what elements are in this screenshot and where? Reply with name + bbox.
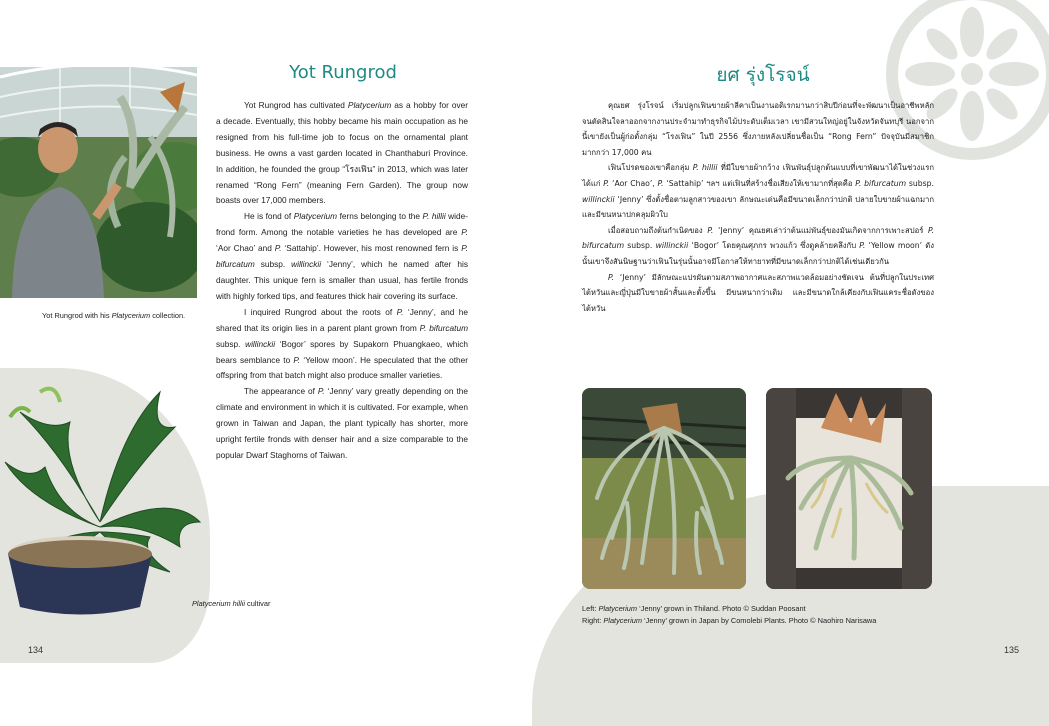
photo-caption-right: Right: Platycerium ‘Jenny’ grown in Japan by Comolebi Plants. Photo © Naohiro Narisawa bbox=[582, 616, 877, 625]
potted-plant-photo bbox=[0, 372, 205, 617]
page-title-english: Yot Rungrod bbox=[289, 62, 397, 83]
jenny-japan-photo bbox=[766, 388, 932, 589]
plant-caption: Platycerium hillii cultivar bbox=[192, 599, 271, 608]
paragraph-thai-3: เมื่อสอบถามถึงต้นกำเนิดของ P. ‘Jenny’ คุณยศเล่าว่าต้นแม่พันธุ์ของมันเกิดจากการเพาะสปอร์ P. bifurcatum subsp. willinckii ‘Bogor’ โดยคุณศุภกร พวงแก้ว ซึ่งดูคล้ายคลึงกับ P. ‘Yellow moon’ ดังนั้นเขาจึงสันนิษฐานว่าเฟินในรุ่นนั้นอาจมีโอกาสให้ทายาทที่มีขนาดเล็กกว่าปกติได้เช่นเดียวกัน bbox=[582, 225, 934, 266]
paragraph-english-3: I inquired Rungrod about the roots of P. ‘Jenny’, and he shared that its origin lies in a parent plant grown from P. bifurcatum subsp. willinckii ‘Bogor’ spores by Supakorn Phuangkaeo, which bears semblance to P. ‘Yellow moon’. He speculated that the other offspring from that batch might also produce smaller varieties. bbox=[216, 306, 469, 381]
jenny-thailand-photo bbox=[582, 388, 746, 589]
article-body-english bbox=[216, 98, 468, 464]
paragraph-thai-2: เฟินโปรดของเขาคือกลุ่ม P. hillii ที่มีใบขายผ้ากว้าง เฟินพันธุ์ปลูกต้นแบบที่เขาพัฒนาได้ในช่วงแรก ได้แก่ P. ‘Aor Chao’, P. ‘Sattahip’ ฯลฯ แต่เฟินที่สร้างชื่อเสียงให้เขามากที่สุดคือ P. bifurcatum subsp. willinckii ‘Jenny’ ซึ่งตั้งชื่อตามลูกสาวของเขา ลักษณะเด่นคือมีขนาดเล็กกว่าปกติ ปลายใบขายผ้าแฉกมาก และมีขนหนาปกคลุมผิวใบ bbox=[582, 163, 935, 220]
paragraph-english-2: He is fond of Platycerium ferns belonging to the P. hillii wide-frond form. Among the notable varieties he has developed are P. ‘Aor Chao’ and P. ‘Sattahip’. However, his most renowned fern is P. bifurcatum subsp. willinckii ‘Jenny’, which he named after his daughter. This unique fern is smaller than usual, has fertile fronds with highly forked tips, and features thick hair covering its surface. bbox=[216, 211, 469, 301]
paragraph-thai-4: P. ‘Jenny’ มีลักษณะแปรผันตามสภาพอากาศและสภาพแวดล้อมอย่างชัดเจน ต้นที่ปลูกในประเทศไต้หวันและญี่ปุ่นมีใบขายผ้าสั้นและตั้งขึ้น มีขนหนากว่าเดิม และมีขนาดใกล้เคียงกับเฟินแคระชื่อดังของไต้หวัน bbox=[582, 272, 934, 313]
article-body-thai bbox=[582, 98, 934, 316]
paragraph-english-1: Yot Rungrod has cultivated Platycerium as a hobby for over a decade. Eventually, this hobby became his main occupation as he resigned from his full-time job to focus on the ornamental plant business. He owns a vast garden located in Chanthaburi Province. In addition, he founded the group “โรงเฟิน” in 2013, which was later renamed “Rong Fern” (meaning Fern Garden). The group now boasts over 17,000 members. bbox=[216, 100, 468, 206]
page-title-thai: ยศ รุ่งโรจน์ bbox=[716, 64, 810, 86]
photo-caption-rungrod: Yot Rungrod with his Platycerium collection. bbox=[42, 311, 186, 320]
page-number-right: 135 bbox=[1004, 645, 1020, 655]
greenhouse-photo bbox=[0, 67, 197, 298]
paragraph-thai-1: คุณยศ รุ่งโรจน์ เริ่มปลูกเฟินขายผ้าลีคาเป็นงานอดิเรกมานกว่าสิบปีก่อนที่จะพัฒนาเป็นอาชีพหลัก จนตัดสินใจลาออกจากงานประจำมาทำธุรกิจไม้ประดับเต็มเวลา เขามีสวนใหญ่อยู่ในจังหวัดจันทบุรี นอกจากนี้เขายังเป็นผู้ก่อตั้งกลุ่ม “โรงเฟิน” ในปี 2556 ซึ่งภายหลังเปลี่ยนชื่อเป็น “Rong Fern” ปัจจุบันมีสมาชิกมากกว่า 17,000 คน bbox=[582, 101, 934, 157]
page-number-left: 134 bbox=[28, 645, 44, 655]
photo-caption-left: Left: Platycerium ‘Jenny’ grown in Thiland. Photo © Suddan Poosant bbox=[582, 604, 806, 613]
paragraph-english-4: The appearance of P. ‘Jenny’ vary greatly depending on the climate and environment in which it is cultivated. For example, when grown in Taiwan and Japan, the plant typically has shorter, more upright fertile fronds with denser hair and a size comparable to the popular Dwarf Staghorns of Taiwan. bbox=[216, 386, 468, 460]
